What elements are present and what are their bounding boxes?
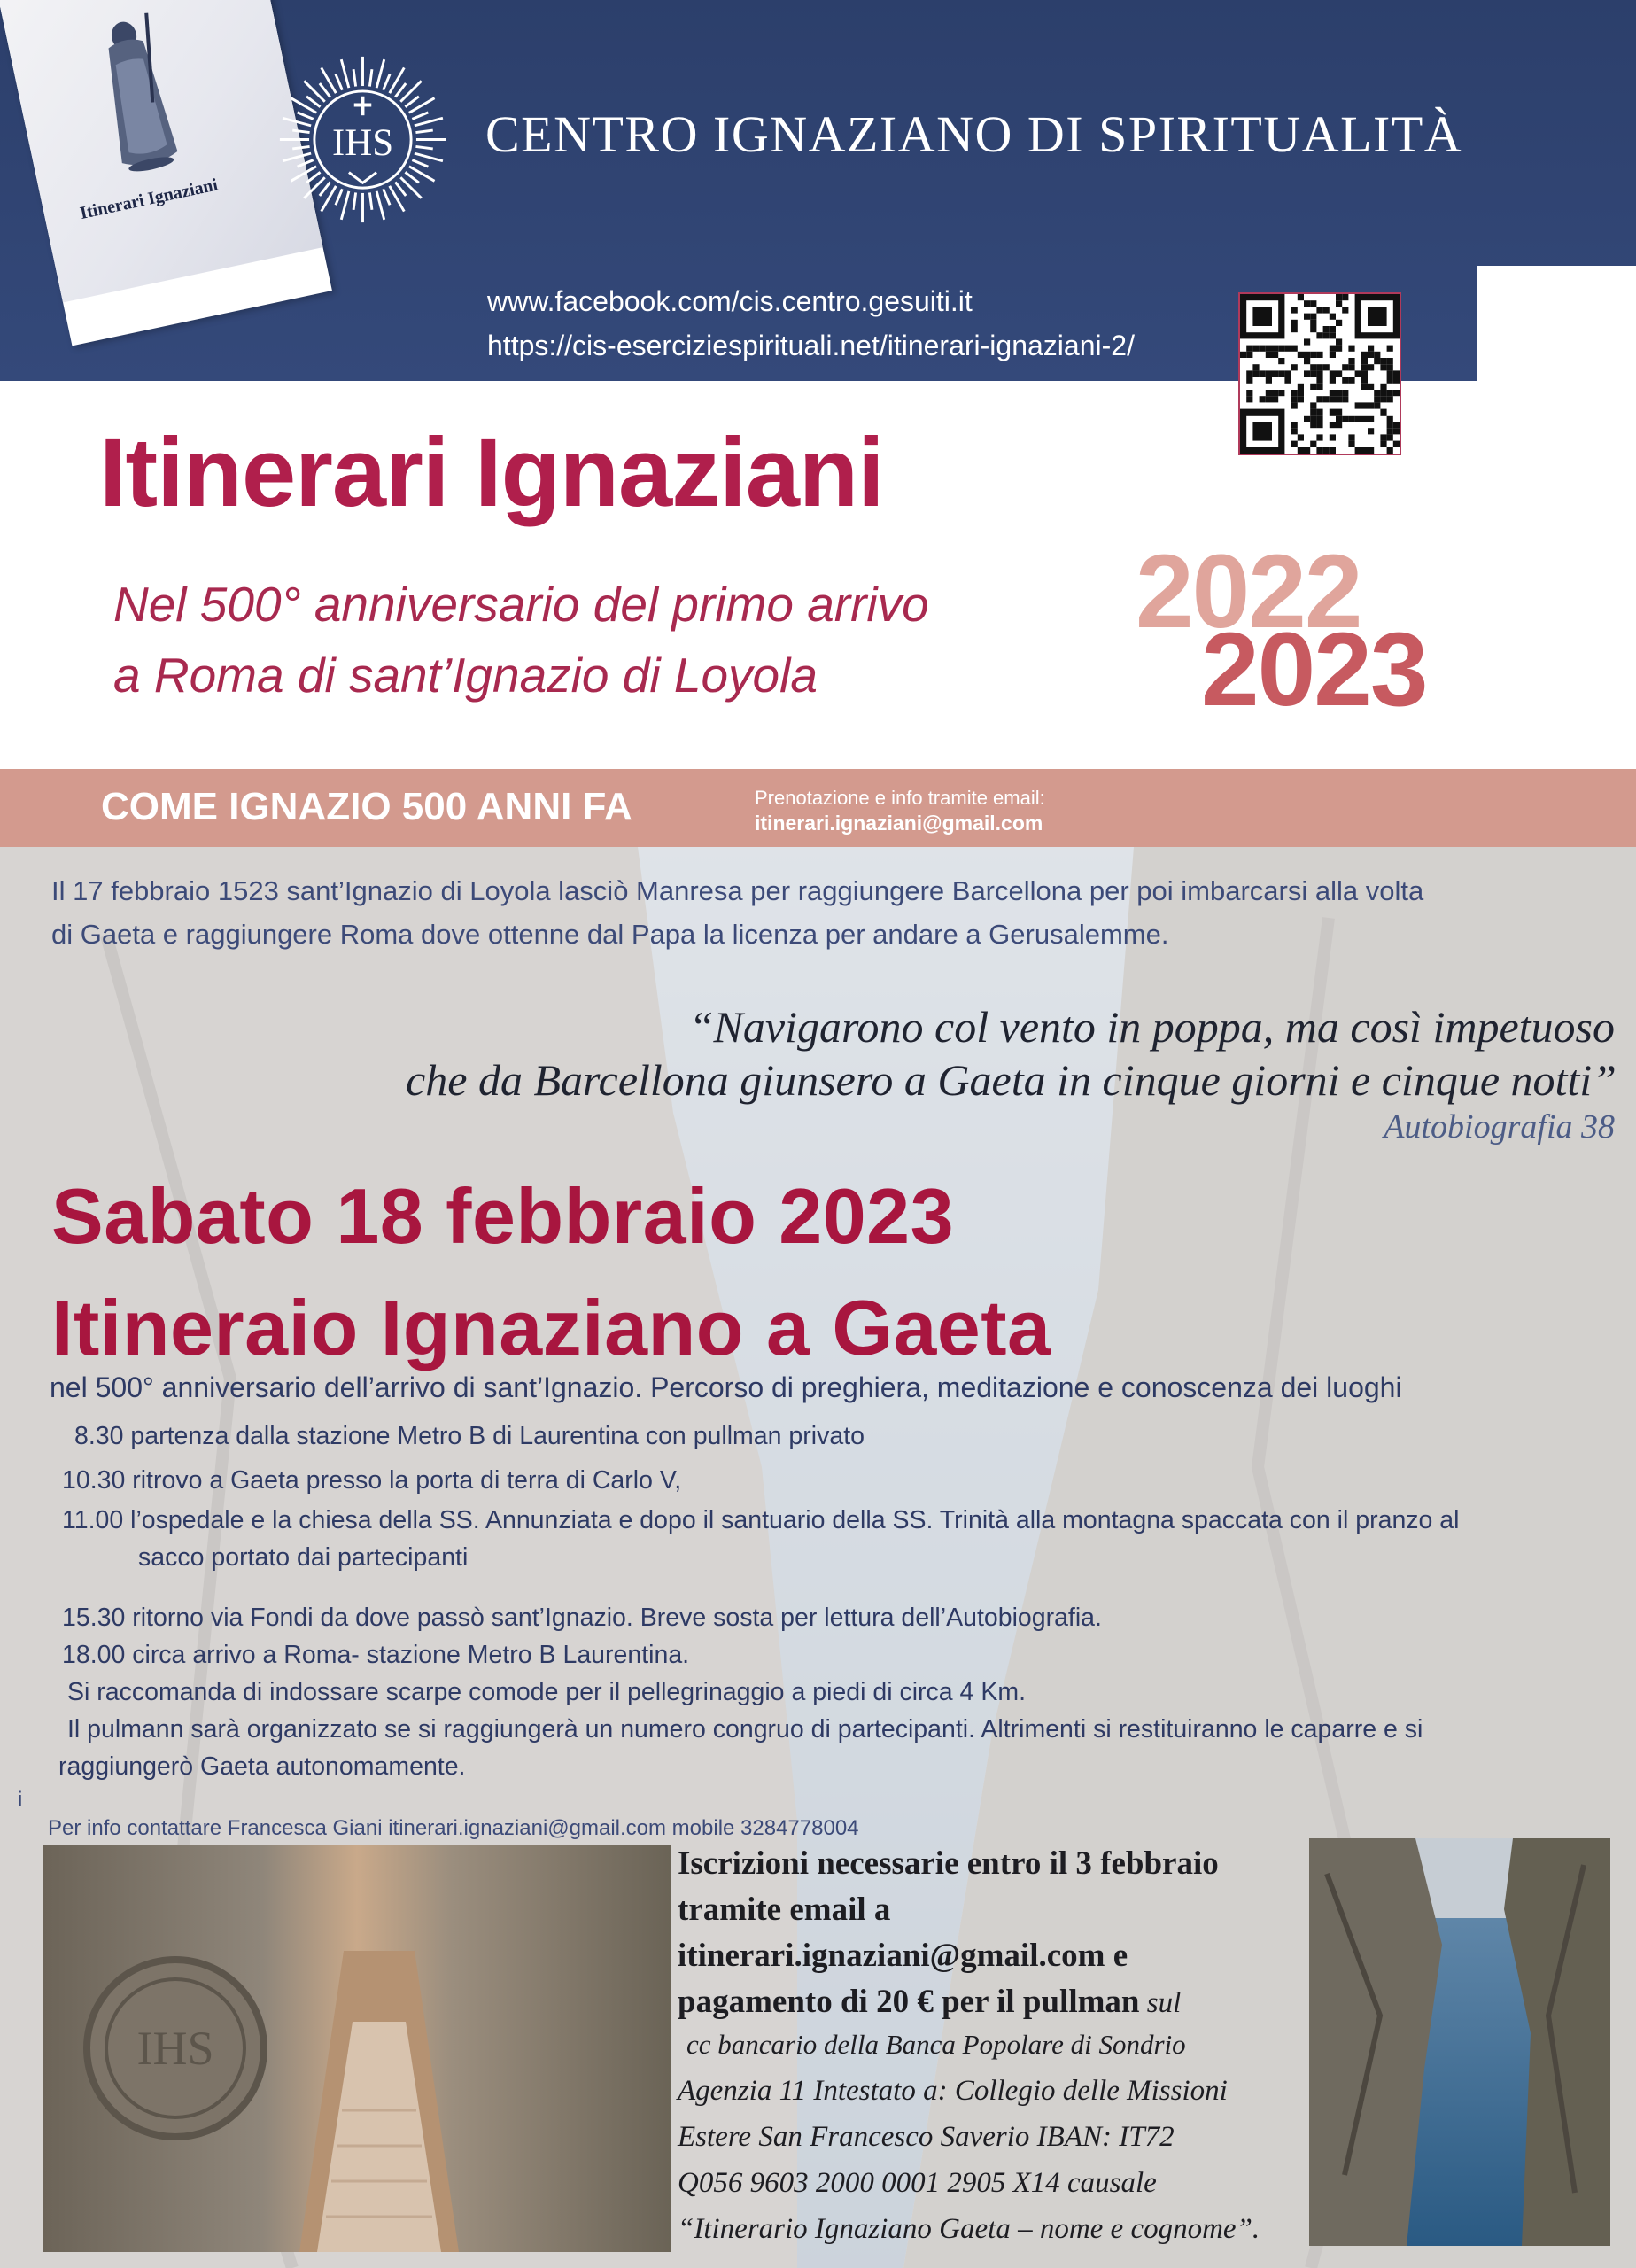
banner-title: COME IGNAZIO 500 ANNI FA [101, 785, 632, 828]
schedule-item: 10.30 ritrovo a Gaeta presso la porta di terra di Carlo V, [62, 1466, 682, 1495]
registration-deadline: Iscrizioni necessarie entro il 3 febbraio [678, 1845, 1219, 1882]
schedule-item: Si raccomanda di indossare scarpe comode per il pellegrinaggio a piedi di circa 4 Km. [67, 1678, 1026, 1706]
header-notch [1477, 266, 1636, 381]
quote-source: Autobiografia 38 [1384, 1108, 1615, 1146]
ihs-text: IHS [331, 122, 394, 165]
svg-text:IHS: IHS [136, 2022, 214, 2075]
year-2022: 2022 [1136, 533, 1361, 650]
subtitle-line-2: a Roma di sant’Ignazio di Loyola [113, 648, 818, 703]
payment-suffix: sul [1139, 1987, 1182, 2019]
quote-line-1: “Navigarono col vento in poppa, ma così impetuoso [688, 1002, 1615, 1052]
pilgrim-icon [75, 1, 197, 184]
stray-mark: i [18, 1788, 23, 1812]
section-banner [0, 769, 1636, 847]
intro-line-2: di Gaeta e raggiungere Roma dove ottenne dal Papa la licenza per andare a Gerusalemme. [51, 919, 1169, 950]
schedule-item: 15.30 ritorno via Fondi da dove passò sant’Ignazio. Breve sosta per lettura dell’Autobiografia. [62, 1604, 1102, 1632]
bank-iban: Q056 9603 2000 0001 2905 X14 causale [678, 2167, 1157, 2199]
bank-line-2: Agenzia 11 Intestato a: Collegio delle Missioni [678, 2075, 1228, 2107]
booking-info-label: Prenotazione e info tramite email: [755, 787, 1045, 809]
schedule-item: sacco portato dai partecipanti [138, 1543, 469, 1572]
schedule-item: 8.30 partenza dalla stazione Metro B di Laurentina con pullman privato [74, 1422, 865, 1450]
year-2023: 2023 [1201, 611, 1427, 728]
page-title: Itinerari Ignaziani [99, 418, 884, 527]
booking-email[interactable]: itinerari.ignaziani@gmail.com [755, 812, 1043, 835]
schedule-item: 18.00 circa arrivo a Roma- stazione Metro B Laurentina. [62, 1641, 690, 1669]
website-link[interactable]: https://cis-eserciziespirituali.net/itinerari-ignaziani-2/ [487, 330, 1135, 361]
event-title: Itineraio Ignaziano a Gaeta [51, 1284, 1051, 1371]
photo-ihs-rock-passage [43, 1845, 671, 2252]
badge-label: Itinerari Ignaziani [78, 175, 220, 223]
schedule-item: 11.00 l’ospedale e la chiesa della SS. Annunziata e dopo il santuario della SS. Trinità alla montagna spaccata con il pranzo al [62, 1506, 1460, 1534]
registration-payment [678, 1983, 1181, 2021]
organization-title: CENTRO IGNAZIANO DI SPIRITUALITÀ [485, 105, 1463, 163]
subtitle-line-1: Nel 500° anniversario del primo arrivo [113, 577, 929, 632]
bank-line-3: Estere San Francesco Saverio IBAN: IT72 [678, 2121, 1175, 2153]
qr-code-image [1240, 294, 1400, 454]
ihs-sun-logo [276, 53, 449, 226]
registration-line-2: tramite email a [678, 1891, 891, 1928]
bank-line-1: cc bancario della Banca Popolare di Sondrio [686, 2029, 1186, 2060]
schedule-item: Il pulmann sarà organizzato se si raggiungerà un numero congruo di partecipanti. Altrimenti si restituiranno le caparre e si [67, 1715, 1423, 1744]
quote-line-2: che da Barcellona giunsero a Gaeta in cinque giorni e cinque notti” [406, 1055, 1617, 1105]
registration-email[interactable]: itinerari.ignaziani@gmail.com e [678, 1938, 1128, 1974]
photo-ihs-rock-image [43, 1845, 671, 2252]
schedule-item: raggiungerò Gaeta autonomamente. [58, 1752, 466, 1781]
payment-reason: “Itinerario Ignaziano Gaeta – nome e cognome”. [678, 2213, 1260, 2245]
facebook-link[interactable]: www.facebook.com/cis.centro.gesuiti.it [487, 285, 973, 317]
photo-split-mountain [1309, 1838, 1610, 2246]
event-date: Sabato 18 febbraio 2023 [51, 1172, 955, 1260]
payment-amount: pagamento di 20 € per il pullman [678, 1984, 1140, 2020]
qr-code[interactable] [1238, 292, 1401, 455]
photo-split-mountain-image [1309, 1838, 1610, 2246]
contact-line: Per info contattare Francesca Giani itinerari.ignaziani@gmail.com mobile 3284778004 [48, 1816, 859, 1840]
intro-line-1: Il 17 febbraio 1523 sant’Ignazio di Loyola lasciò Manresa per raggiungere Barcellona per poi imbarcarsi alla volta [51, 875, 1424, 906]
event-description: nel 500° anniversario dell’arrivo di sant’Ignazio. Percorso di preghiera, meditazione e conoscenza dei luoghi [50, 1371, 1402, 1403]
